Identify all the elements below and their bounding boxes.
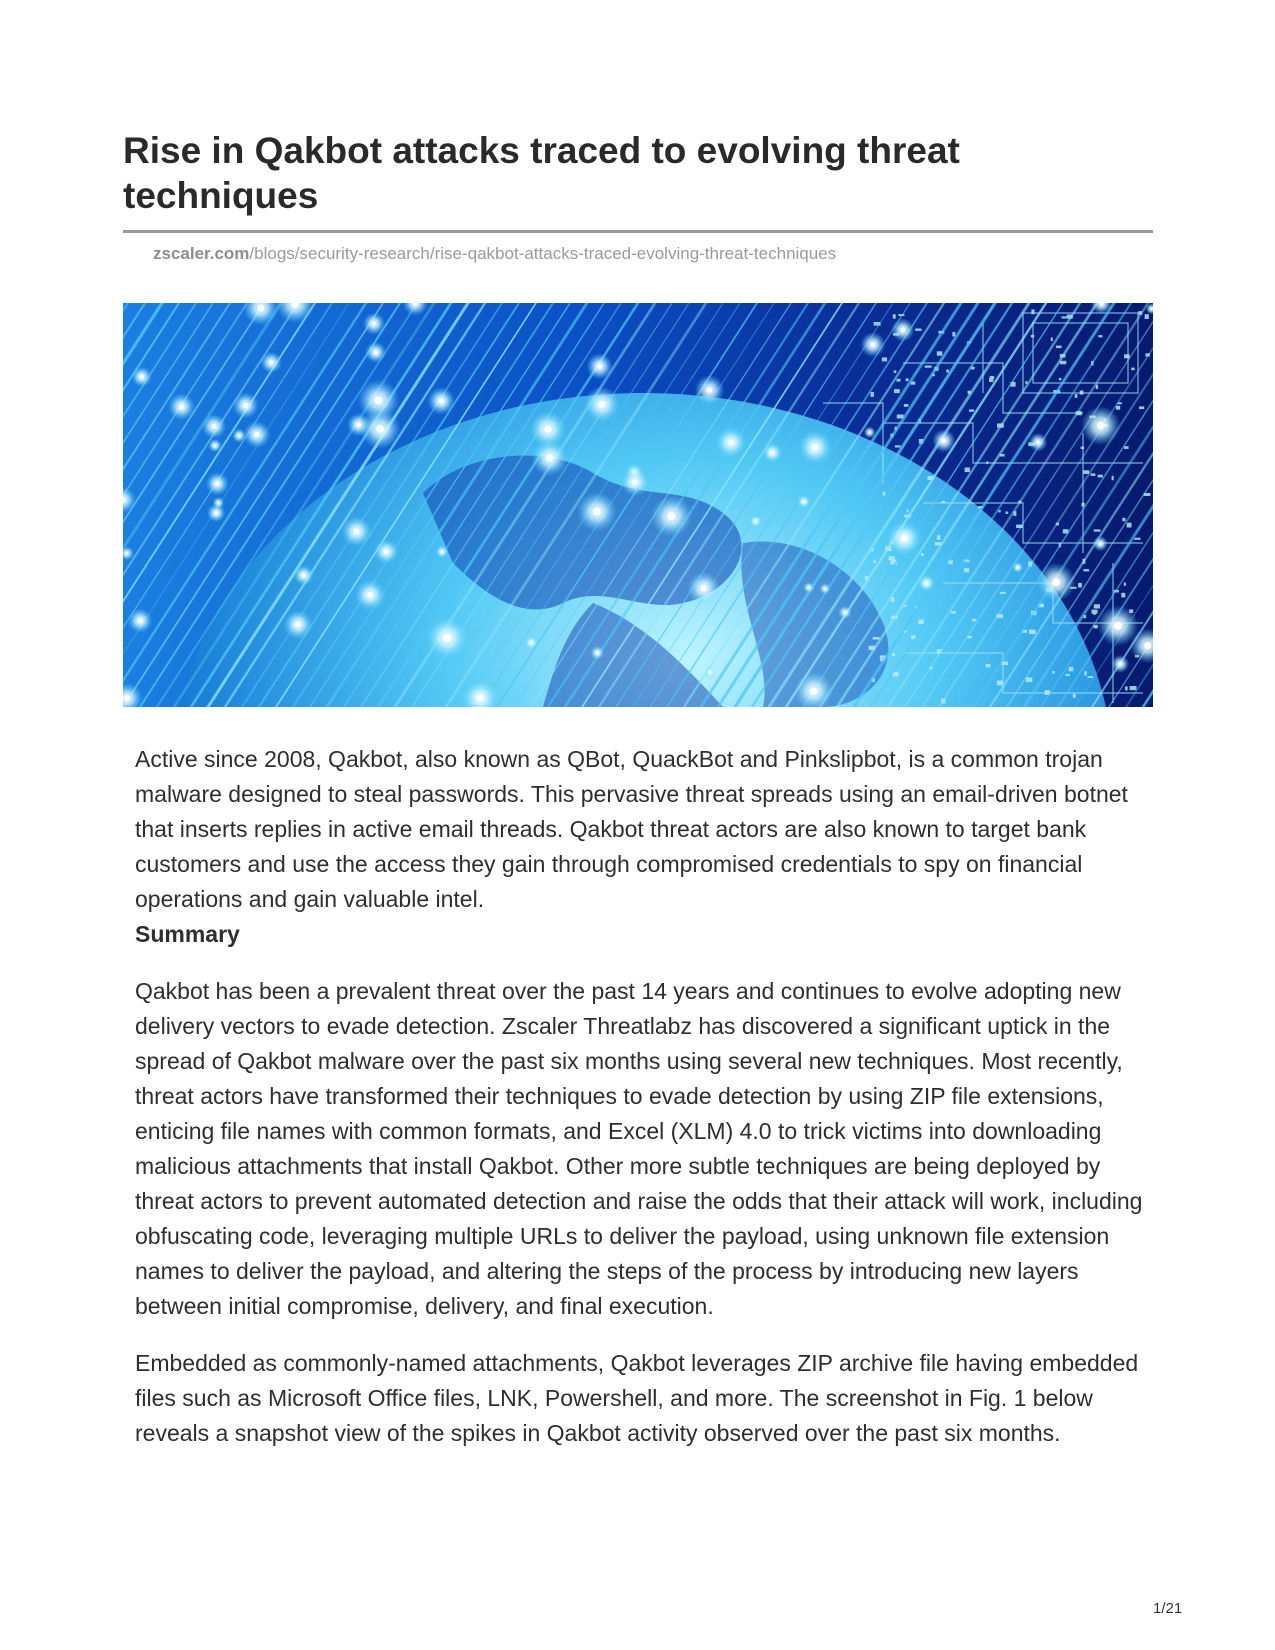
globe-circuit-board-image — [123, 303, 1153, 707]
summary-heading: Summary — [135, 921, 240, 947]
page-title: Rise in Qakbot attacks traced to evolving threat techniques — [123, 130, 960, 216]
source-url[interactable] — [153, 244, 836, 264]
intro-paragraph: Active since 2008, Qakbot, also known as QBot, QuackBot and Pinkslipbot, is a common trojan malware designed to steal passwords. This pervasive threat spreads using an email-driven botnet that inserts replies in active email threads. Qakbot threat actors are also known to target bank customers and use the access they gain through compromised credentials to spy on financial operations and gain valuable intel. — [135, 746, 1128, 912]
summary-paragraph: Qakbot has been a prevalent threat over the past 14 years and continues to evolve adopting new delivery vectors to evade detection. Zscaler Threatlabz has discovered a significant uptick in the spread of Qakbot malware over the past six months using several new techniques. Most recently, threat actors have transformed their techniques to evade detection by using ZIP file extensions, enticing file names with common formats, and Excel (XLM) 4.0 to trick victims into downloading malicious attachments that install Qakbot. Other more subtle techniques are being deployed by threat actors to prevent automated detection and raise the odds that their attack will work, including obfuscating code, leveraging multiple URLs to deliver the payload, using unknown file extension names to deliver the payload, and altering the steps of the process by introducing new layers between initial compromise, delivery, and final execution. — [135, 978, 1143, 1319]
source-path: /blogs/security-research/rise-qakbot-attacks-traced-evolving-threat-techniques — [249, 244, 837, 263]
source-domain: zscaler.com — [153, 244, 250, 263]
page-number: 1/21 — [1153, 1600, 1183, 1617]
hero-image — [123, 303, 1153, 707]
article-body — [135, 742, 1155, 1451]
title-divider — [123, 230, 1153, 233]
embedded-paragraph: Embedded as commonly-named attachments, Qakbot leverages ZIP archive file having embedded files such as Microsoft Office files, LNK, Powershell, and more. The screenshot in Fig. 1 below reveals a snapshot view of the spikes in Qakbot activity observed over the past six months. — [135, 1350, 1139, 1446]
